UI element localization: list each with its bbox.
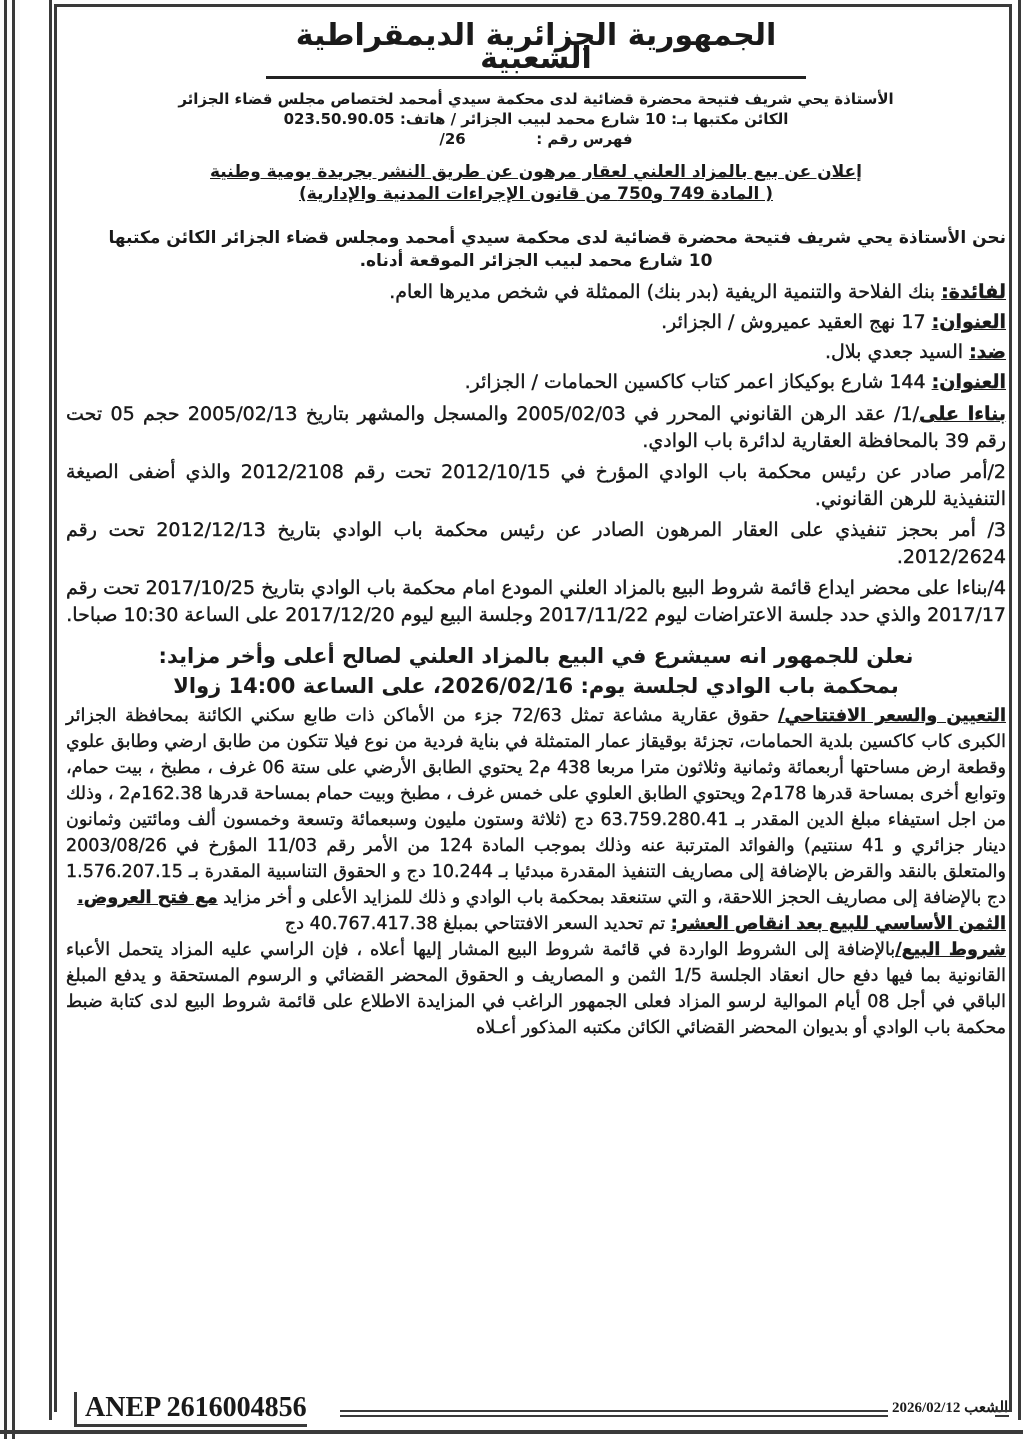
- party-value: بنك الفلاحة والتنمية الريفية (بدر بنك) الممثلة في شخص مديرها العام.: [389, 281, 942, 303]
- party-label: العنوان:: [931, 311, 1006, 333]
- party-row: [66, 337, 1006, 367]
- frame-border-line: [1018, 0, 1021, 1420]
- parties: [66, 277, 1006, 397]
- based-on-item: 2/أمر صادر عن رئيس محكمة باب الوادي المؤرخ في 2012/10/15 تحت رقم 2012/2108 والذي أضفى الصيغة التنفيذية للرهن القانوني.: [66, 461, 1006, 510]
- based-on-text: /1/ عقد الرهن القانوني المحرر في 2005/02/03 والمسجل والمشهر بتاريخ 2005/02/13 حجم 05 تحت رقم 39 بالمحافظة العقارية لدائرة باب الوادي.: [66, 403, 1006, 452]
- intro: [66, 227, 1006, 273]
- based-on-item: 3/ أمر بحجز تنفيذي على العقار المرهون الصادر عن رئيس محكمة باب الوادي بتاريخ 2012/12/13 تحت رقم 2012/2624.: [66, 519, 1006, 568]
- anep-number: ANEP 2616004856: [74, 1392, 307, 1427]
- intro-line-2: 10 شارع محمد لبيب الجزائر الموقعة أدناه.: [359, 251, 713, 271]
- footer: [60, 1392, 1012, 1424]
- publication-date: 2026/02/12: [892, 1400, 961, 1416]
- party-value: 144 شارع بوكيكاز اعمر كتاب كاكسين الحمامات / الجزائر.: [464, 371, 932, 393]
- intro-line-1: نحن الأستاذة يحي شريف فتيحة محضرة قضائية لدى محكمة سيدي أمحمد ومجلس قضاء الجزائر الكائن مكتبها: [108, 228, 1006, 248]
- designation: [66, 703, 1006, 911]
- party-label: العنوان:: [931, 371, 1006, 393]
- notice-content: [66, 10, 1006, 1041]
- party-row: [66, 277, 1006, 307]
- party-row: [66, 367, 1006, 397]
- newspaper-name: الشعب: [964, 1400, 1009, 1416]
- index-label: فهرس رقم :: [536, 130, 633, 148]
- bottom-rule: [0, 1430, 1023, 1434]
- publication-info: [892, 1398, 1008, 1417]
- index-line: [66, 129, 1006, 149]
- sale-terms: [66, 937, 1006, 1041]
- bailiff-header: [66, 89, 1006, 149]
- notice-title: إعلان عن بيع بالمزاد العلني لعقار مرهون عن طريق النشر بجريدة يومية وطنية: [210, 162, 862, 182]
- party-label: ضد:: [969, 341, 1006, 363]
- frame-border-line: [49, 0, 52, 1420]
- based-on-label: بناءا على: [918, 403, 1007, 425]
- based-on-item: [66, 401, 1006, 455]
- base-price-text: تم تحديد السعر الافتتاحي بمبلغ 40.767.417.38 دج: [284, 914, 671, 934]
- designation-text-end: مع فتح العروض.: [77, 888, 218, 908]
- party-value: 17 نهج العقيد عميروش / الجزائر.: [661, 311, 932, 333]
- outer-border-line: [4, 0, 7, 1439]
- party-label: لفائدة:: [941, 281, 1006, 303]
- party-value: السيد جعدي بلال.: [824, 341, 970, 363]
- designation-text: حقوق عقارية مشاعة تمثل 72/63 جزء من الأماكن ذات طابع سكني الكائنة بمحافظة الجزائر الكبرى كاب كاكسين بلدية الحمامات، تجزئة بوقيقاز عمار المتمثلة في بناية فردية من نوع فيلا تتكون من طابق ارضي وطابق علوي وقطعة ارض مساحتها أربعمائة وثمانية وثلاثون مترا مربعا 438 م2 يحتوي الطابق الأرضي على ستة 06 غرف ، مطبخ ، بيت حمام، وتوابع أخرى بمساحة قدرها 178م2 ويحتوي الطابق العلوي على خمس غرف ، مطبخ وبيت حمام بمساحة قدرها 162.38م2 ، وذلك من اجل استيفاء مبلغ الدين المقدر بـ 63.759.280.41 دج (ثلاثة وستون مليون وسبعمائة وتسعة وخمسون ألف ومائتين وثمانون دينار جزائري و 41 سنتيم) والفوائد المترتبة عنه وذلك بموجب المادة 124 من الأمر رقم 11/03 المؤرخ في 2003/08/26 والمتعلق بالنقد والقرض بالإضافة إلى مصاريف التنفيذ المقدرة مبدئيا بـ 10.244 دج و الحقوق التناسبية المقدرة بـ 1.576.207.15 دج بالإضافة إلى مصاريف الحجز اللاحقة، و التي ستنعقد بمحكمة باب الوادي و ذلك للمزايد الأعلى و أخر مزايد: [66, 706, 1007, 908]
- footer-rule: [340, 1410, 888, 1417]
- outer-border-line: [12, 0, 15, 1439]
- footer-rule: [995, 1410, 1009, 1417]
- notice-subtitle: ( المادة 749 و750 من قانون الإجراءات المدنية والإدارية): [299, 184, 773, 204]
- sale-terms-text: بالإضافة إلى الشروط الواردة في قائمة شروط البيع المشار إليها أعلاه ، فإن الراسي عليه المزاد يتحمل الأعباء القانونية بما فيها دفع حال انعقاد الجلسة 1/5 الثمن و المصاريف و الحقوق المحضر القضائي و الرسوم المستحقة و يدفع المبلغ الباقي في أجل 08 أيام الموالية لرسو المزاد فعلى الجمهور الراغب في المزايدة الاطلاع على قائمة شروط البيع لدى كتابة ضبط محكمة باب الوادي أو بديوان المحضر القضائي الكائن مكتبه المذكور أعـلاه: [66, 940, 1006, 1038]
- index-value: 26/: [439, 130, 466, 148]
- document-title: الجمهورية الجزائرية الديمقراطية الشعبية: [266, 24, 806, 79]
- sale-terms-label: شروط البيع/: [895, 940, 1006, 960]
- based-on-item: 4/بناءا على محضر ايداع قائمة شروط البيع بالمزاد العلني المودع امام محكمة باب الوادي بتاريخ 2017/10/25 تحت رقم 2017/17 والذي حدد جلسة الاعتراضات ليوم 2017/11/22 وجلسة البيع ليوم 2017/12/20 على الساعة 10:30 صباحا.: [66, 577, 1006, 626]
- announcement-line-1: نعلن للجمهور انه سيشرع في البيع بالمزاد العلني لصالح أعلى وأخر مزايد:: [158, 644, 914, 668]
- party-row: [66, 307, 1006, 337]
- base-price: [66, 911, 1006, 937]
- announcement-line-2: بمحكمة باب الوادي لجلسة يوم: 2026/02/16، على الساعة 14:00 زوالا: [173, 674, 899, 698]
- base-price-label: الثمن الأساسي للبيع بعد انقاص العشر:: [670, 914, 1006, 934]
- designation-label: التعيين والسعر الافتتاحي/: [778, 706, 1006, 726]
- header-line-2: الكائن مكتبها بـ: 10 شارع محمد لبيب الجزائر / هاتف: 023.50.90.05: [283, 110, 789, 128]
- announcement: [66, 641, 1006, 701]
- header-line-1: الأستاذة يحي شريف فتيحة محضرة قضائية لدى محكمة سيدي أمحمد لختصاص مجلس قضاء الجزائر: [178, 90, 894, 108]
